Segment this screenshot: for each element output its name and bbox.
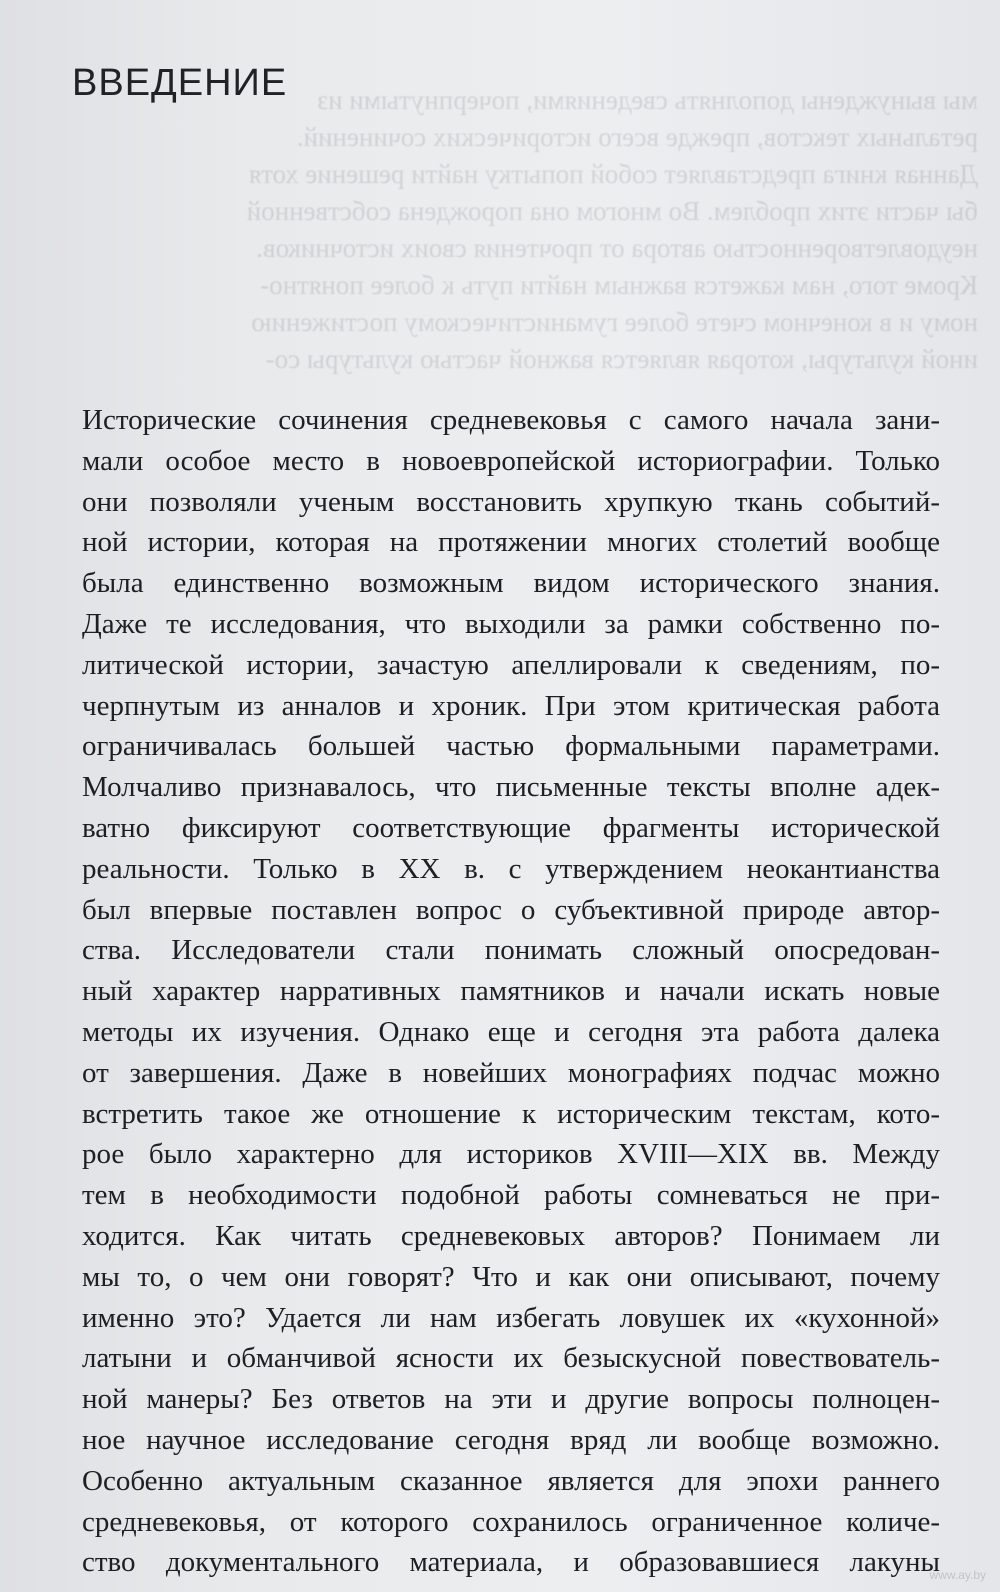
text-line: Молчаливо признавалось, что письменные тексты вполне адек- bbox=[82, 771, 940, 804]
text-line: тем в необходимости подобной работы сомневаться не при- bbox=[82, 1179, 940, 1212]
text-line: Исторические сочинения средневековья с самого начала зани- bbox=[82, 404, 940, 436]
text-line: мы то, о чем они говорят? Что и как они описывают, почему bbox=[82, 1260, 940, 1293]
bleed-line: ретальных текстов, прежде всего исторических сочинений. bbox=[296, 122, 978, 152]
bleed-through-text bbox=[78, 82, 978, 378]
text-line: ной истории, которая на протяжении многих столетий вообще bbox=[82, 526, 940, 559]
text-line: ство документального материала, и образовавшиеся лакуны bbox=[82, 1546, 940, 1579]
text-line: был впервые поставлен вопрос о субъективной природе автор- bbox=[82, 893, 940, 926]
text-line: Даже те исследования, что выходили за рамки собственно по- bbox=[82, 607, 940, 640]
text-line: ходится. Как читать средневековых авторов? Понимаем ли bbox=[82, 1219, 940, 1252]
bleed-line: бы части этих проблем. Во многом она порождена собственной bbox=[246, 196, 978, 226]
text-line: литической истории, зачастую апеллировали к сведениям, по- bbox=[82, 648, 940, 681]
text-line: ный характер нарративных памятников и начали искать новые bbox=[82, 975, 940, 1008]
chapter-heading: ВВЕДЕНИЕ bbox=[72, 62, 288, 104]
text-line: рое было характерно для историков XVIII—XIX вв. Между bbox=[82, 1138, 940, 1171]
site-watermark: www.ay.by bbox=[929, 1568, 986, 1582]
body-paragraph bbox=[82, 400, 940, 1583]
text-line: была единственно возможным видом исторического знания. bbox=[82, 567, 940, 600]
text-line: латыни и обманчивой ясности их безыскусной повествователь- bbox=[82, 1342, 940, 1375]
text-line: мали особое место в новоевропейской историографии. Только bbox=[82, 444, 940, 477]
text-line: они позволяли ученым восстановить хрупкую ткань событий- bbox=[82, 485, 940, 518]
bleed-line: Кроме того, нам кажется важным найти путь к более понятно- bbox=[260, 270, 978, 300]
text-line: ства. Исследователи стали понимать сложный опосредован- bbox=[82, 934, 940, 967]
text-line: встретить такое же отношение к историческим текстам, кото- bbox=[82, 1097, 940, 1130]
text-line: ной манеры? Без ответов на эти и другие вопросы полноцен- bbox=[82, 1383, 940, 1416]
text-line: ограничивалась большей частью формальными параметрами. bbox=[82, 730, 940, 763]
bleed-line: мы вынуждены дополнять сведениями, почерпнутыми из bbox=[317, 85, 978, 115]
bleed-line: Данная книга представляет собой попытку найти решение хотя bbox=[249, 159, 978, 189]
text-line: ное научное исследование сегодня вряд ли вообще возможно. bbox=[82, 1423, 940, 1456]
bleed-line: ному и в конечном счете более гуманистическому постижению bbox=[251, 307, 978, 337]
text-line: ватно фиксируют соответствующие фрагменты исторической bbox=[82, 811, 940, 844]
bleed-line: иной культуры, которая является важной частью культуры со- bbox=[265, 344, 978, 374]
text-line: Особенно актуальным сказанное является для эпохи раннего bbox=[82, 1464, 940, 1497]
text-line: от завершения. Даже в новейших монографиях подчас можно bbox=[82, 1056, 940, 1089]
text-line: именно это? Удается ли нам избегать ловушек их «кухонной» bbox=[82, 1301, 940, 1334]
text-line: реальности. Только в XX в. с утверждением неокантианства bbox=[82, 852, 940, 885]
bleed-line: неудовлетворенностью автора от прочтения своих источников. bbox=[256, 233, 978, 263]
text-line: методы их изучения. Однако еще и сегодня эта работа далека bbox=[82, 1015, 940, 1048]
text-line: черпнутым из анналов и хроник. При этом критическая работа bbox=[82, 689, 940, 722]
text-line: средневековья, от которого сохранилось ограниченное количе- bbox=[82, 1505, 940, 1538]
